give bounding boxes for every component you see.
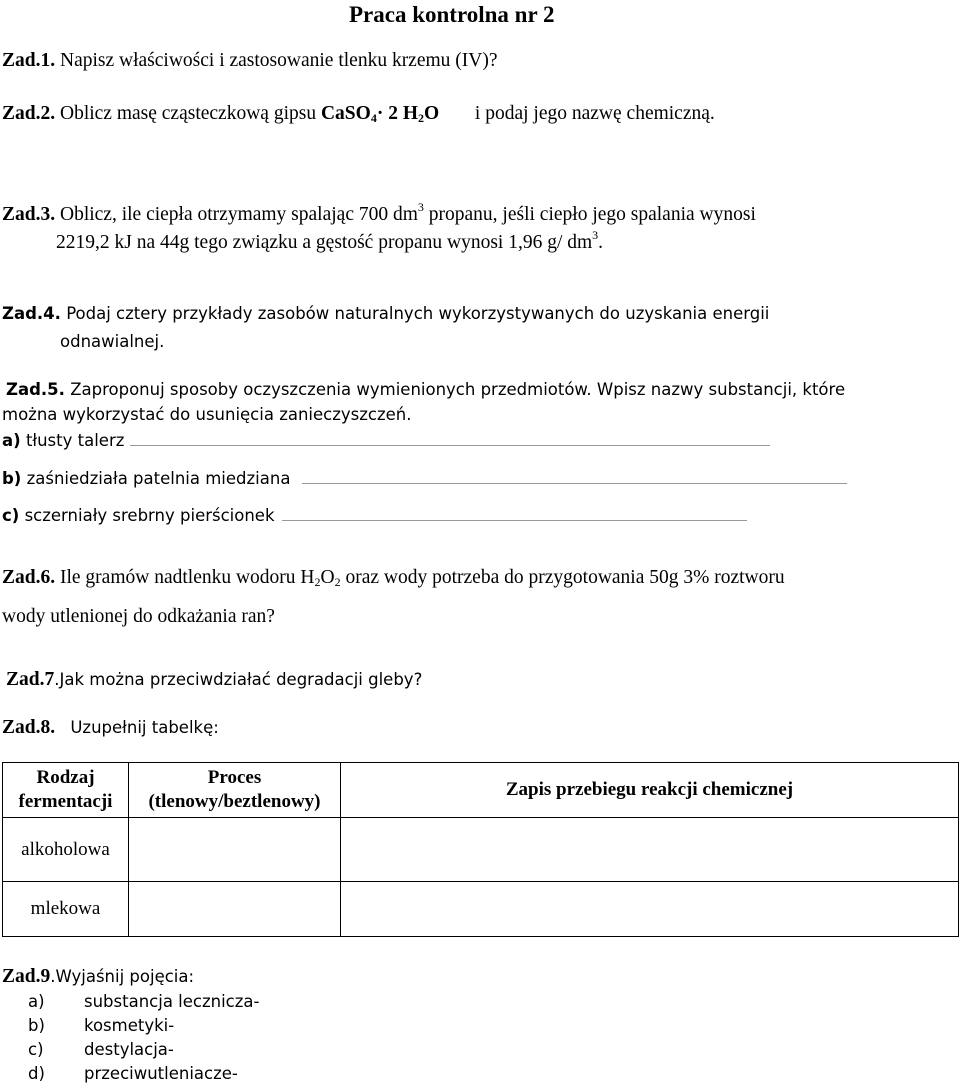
- task-6-label: Zad.6.: [2, 567, 56, 588]
- task-3-line-2: 2219,2 kJ na 44g tego związku a gęstość propanu wynosi 1,96 g/ $dm^3$.: [56, 228, 604, 253]
- task-5-item-c: c) sczerniały srebrny pierścionek: [2, 505, 747, 527]
- list-item: a) substancja lecznicza-: [28, 992, 260, 1011]
- task-1: [2, 50, 498, 72]
- row-process-cell[interactable]: [129, 882, 341, 937]
- task-9-label: Zad.9: [2, 966, 51, 987]
- list-item: d) przeciwutleniacze-: [28, 1064, 238, 1083]
- task-2-label: Zad.2.: [2, 103, 56, 124]
- table-row: [3, 882, 959, 937]
- answer-line-b[interactable]: [302, 471, 847, 484]
- table-header-row: [3, 763, 959, 818]
- task-5-item-a: a) tłusty talerz: [2, 430, 770, 452]
- row-reaction-cell[interactable]: [341, 818, 959, 882]
- task-7: Zad.7.Jak można przeciwdziałać degradacji gleby?: [6, 669, 423, 690]
- header-process: Proces (tlenowy/beztlenowy): [129, 763, 341, 818]
- row-type: alkoholowa: [3, 818, 129, 882]
- terms-list: [28, 990, 259, 1086]
- task-2-text-after: i podaj jego nazwę chemiczną.: [474, 103, 715, 124]
- task-1-text: Napisz właściwości i zastosowanie tlenku krzemu (IV)?: [59, 50, 498, 71]
- task-6-line-2: wody utlenionej do odkażania ran?: [2, 606, 275, 627]
- list-item: b) kosmetyki-: [28, 1016, 175, 1035]
- task-5-line-1: Zad.5. Zaproponuj sposoby oczyszczenia wymienionych przedmiotów. Wpisz nazwy substancji, które: [6, 380, 846, 399]
- row-process-cell[interactable]: [129, 818, 341, 882]
- row-type: mlekowa: [3, 882, 129, 937]
- fermentation-table: [2, 762, 959, 937]
- gypsum-formula: CaSO$_4$· 2 $H_2O$: [320, 103, 440, 125]
- task-5-label: Zad.5.: [6, 380, 65, 399]
- answer-line-c[interactable]: [282, 508, 747, 521]
- task-3-label: Zad.3.: [2, 204, 56, 225]
- header-type: Rodzaj fermentacji: [3, 763, 129, 818]
- task-9: Zad.9.Wyjaśnij pojęcia:: [2, 966, 195, 987]
- task-6-line-1: Zad.6. Ile gramów nadtlenku wodoru $H_2O_2$ oraz wody potrzeba do przygotowania 50g 3% roztworu: [2, 567, 785, 589]
- task-3-line-1: Zad.3. Oblicz, ile ciepła otrzymamy spalając 700 $dm^3$ propanu, jeśli ciepło jego spalania wynosi: [2, 200, 756, 225]
- row-reaction-cell[interactable]: [341, 882, 959, 937]
- answer-line-a[interactable]: [130, 433, 770, 446]
- task-7-label: Zad.7: [6, 669, 55, 690]
- task-4-line-1: Zad.4. Podaj cztery przykłady zasobów naturalnych wykorzystywanych do uzyskania energii: [2, 304, 770, 323]
- page-title: Praca kontrolna nr 2: [349, 2, 555, 27]
- task-2-text: Oblicz masę cząsteczkową gipsu: [59, 103, 317, 124]
- task-5-item-b: b) zaśniedziała patelnia miedziana: [2, 468, 847, 490]
- task-4-label: Zad.4.: [2, 304, 61, 323]
- list-item: c) destylacja-: [28, 1040, 174, 1059]
- task-4-line-2: odnawialnej.: [60, 332, 165, 351]
- header-reaction: Zapis przebiegu reakcji chemicznej: [341, 763, 959, 818]
- task-2: [2, 103, 715, 125]
- task-1-label: Zad.1.: [2, 50, 56, 71]
- task-5-line-2: można wykorzystać do usunięcia zanieczyszczeń.: [2, 405, 412, 424]
- table-row: [3, 818, 959, 882]
- task-8-label: Zad.8.: [2, 717, 56, 738]
- task-8: Zad.8. Uzupełnij tabelkę:: [2, 717, 219, 738]
